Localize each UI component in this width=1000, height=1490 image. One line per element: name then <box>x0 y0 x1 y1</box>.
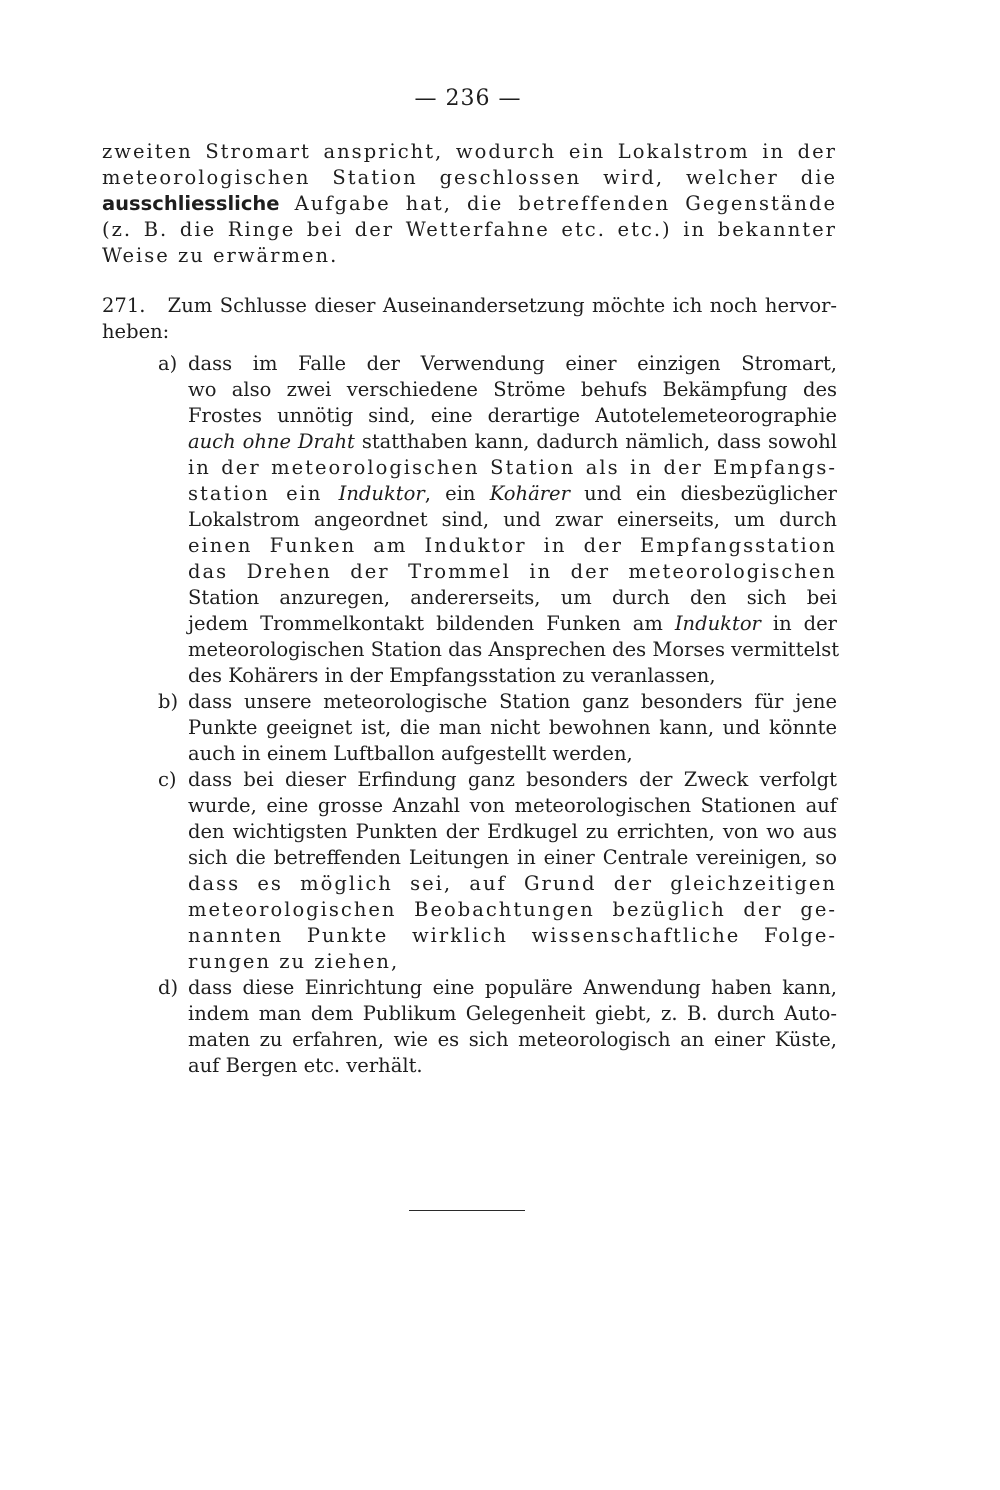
section-271 <box>102 293 837 345</box>
text-fragment: station ein <box>188 482 339 505</box>
text-line: meteorologischen Station das Ansprechen des Morses vermittelst <box>188 638 840 661</box>
text-line: (z. B. die Ringe bei der Wetterfahne etc. etc.) in bekannter <box>102 218 837 241</box>
italic-term: auch ohne Draht <box>188 430 355 453</box>
text-line: dass bei dieser Erfindung ganz besonders der Zweck verfolgt <box>188 768 837 791</box>
text-line: nannten Punkte wirklich wissenschaftliche Folge- <box>188 924 837 947</box>
text-line: auch in einem Luftballon aufgestellt werden, <box>188 742 633 765</box>
text-line <box>188 611 837 637</box>
text-line: meteorologischen Station geschlossen wird, welcher die <box>102 166 837 189</box>
text-line <box>188 481 837 507</box>
text-fragment: Aufgabe hat, die betreffenden Gegenstände <box>279 192 837 215</box>
text-line: sich die betreffenden Leitungen in einer Centrale vereinigen, so <box>188 846 837 869</box>
text-line: des Kohärers in der Empfangsstation zu veranlassen, <box>188 664 716 687</box>
page-number: — 236 — <box>414 86 522 111</box>
list-item-c <box>102 767 837 975</box>
text-line: indem man dem Publikum Gelegenheit giebt, z. B. durch Auto- <box>188 1002 837 1025</box>
text-line: in der meteorologischen Station als in der Empfangs- <box>188 456 837 479</box>
item-label: a) <box>158 352 178 375</box>
text-line: wurde, eine grosse Anzahl von meteorologischen Stationen auf <box>188 794 837 817</box>
italic-term: Induktor <box>338 482 425 505</box>
text-line: zweiten Stromart anspricht, wodurch ein Lokalstrom in der <box>102 140 837 163</box>
text-line: Punkte geeignet ist, die man nicht bewohnen kann, und könnte <box>188 716 837 739</box>
bold-term: ausschliessliche <box>102 192 280 215</box>
list-item-a <box>102 351 840 689</box>
list-item-b <box>102 689 837 767</box>
text-line: das Drehen der Trommel in der meteorologischen <box>188 560 837 583</box>
italic-term: Kohärer <box>489 482 570 505</box>
text-fragment: , ein <box>424 482 490 505</box>
enumerated-list <box>102 351 840 1079</box>
item-label: d) <box>158 976 179 999</box>
text-line <box>102 191 837 217</box>
list-item-d <box>102 975 837 1079</box>
text-line <box>188 429 837 455</box>
item-label: b) <box>158 690 179 713</box>
text-line: auf Bergen etc. verhält. <box>188 1054 423 1077</box>
text-line: Frostes unnötig sind, eine derartige Autotelemeteorographie <box>188 404 837 427</box>
text-line: wo also zwei verschiedene Ströme behufs Bekämpfung des <box>188 378 837 401</box>
end-rule <box>409 1210 525 1211</box>
text-fragment: in der <box>760 612 837 635</box>
text-line: Station anzuregen, andererseits, um durch den sich bei <box>188 586 837 609</box>
text-line: meteorologischen Beobachtungen bezüglich der ge- <box>188 898 837 921</box>
item-label: c) <box>158 768 177 791</box>
text-line: rungen zu ziehen, <box>188 950 400 973</box>
text-line: dass diese Einrichtung eine populäre Anwendung haben kann, <box>188 976 837 999</box>
text-line: dass unsere meteorologische Station ganz besonders für jene <box>188 690 837 713</box>
text-fragment: und ein diesbezüglicher <box>569 482 837 505</box>
text-line: heben: <box>102 320 170 343</box>
text-line: Weise zu erwärmen. <box>102 244 339 267</box>
text-fragment: jedem Trommelkontakt bildenden Funken am <box>188 612 675 635</box>
italic-term: Induktor <box>674 612 761 635</box>
text-line: dass es möglich sei, auf Grund der gleichzeitigen <box>188 872 837 895</box>
text-line: den wichtigsten Punkten der Erdkugel zu errichten, von wo aus <box>188 820 837 843</box>
text-line: Lokalstrom angeordnet sind, und zwar einerseits, um durch <box>188 508 837 531</box>
text-fragment: statthaben kann, dadurch nämlich, dass sowohl <box>354 430 838 453</box>
text-line: einen Funken am Induktor in der Empfangsstation <box>188 534 837 557</box>
intro-paragraph <box>102 139 837 269</box>
text-line: maten zu erfahren, wie es sich meteorologisch an einer Küste, <box>188 1028 837 1051</box>
text-line: dass im Falle der Verwendung einer einzigen Stromart, <box>188 352 837 375</box>
section-heading-line: 271. Zum Schlusse dieser Auseinandersetzung möchte ich noch hervor- <box>102 294 837 317</box>
